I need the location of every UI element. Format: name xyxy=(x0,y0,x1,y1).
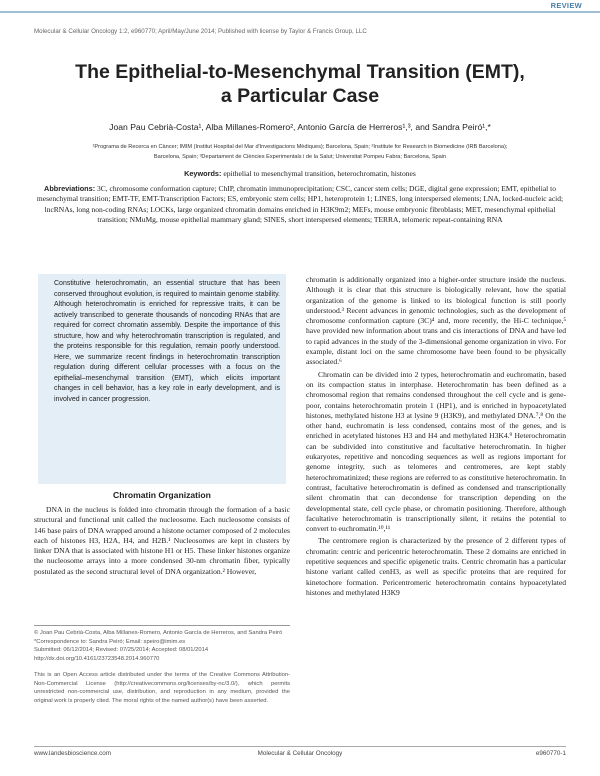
author-list: Joan Pau Cebrià-Costa¹, Alba Millanes-Romero², Antonio García de Herreros¹,³, and Sandra Peiró¹,* xyxy=(109,122,491,132)
journal-citation: Molecular & Cellular Oncology 1:2, e960770; April/May/June 2014; Published with license by Taylor & Francis Group, LLC xyxy=(34,28,367,35)
abstract-text: Constitutive heterochromatin, an essential structure that has been conserved throughout evolution, is required to maintain genome stability. Although heterochromatin is enriched for repressive traits, it can be actively transcribed to generate thousands of noncoding RNAs that are required for correct chromatin assembly. Despite the importance of this structure, how and why heterochromatin transcription is regulated, and the proteins responsible for this regulation, remain poorly understood. Here, we summarize recent findings in heterochromatin transcription regulation during different cellular processes with a focus on the epithelial–mesenchymal transition (EMT), which elicits important changes in cell behavior, has a key role in early development, and is involved in cancer progression. xyxy=(54,280,280,403)
keywords-text: epithelial to mesenchymal transition, heterochromatin, histones xyxy=(223,169,416,178)
copyright: © Joan Pau Cebrià-Costa, Alba Millanes-Romero, Antonio García de Herreros, and Sandra Peiró xyxy=(34,630,283,636)
right-column-body xyxy=(306,275,566,598)
title-line-1: The Epithelial-to-Mesenchymal Transition (EMT), xyxy=(75,61,525,83)
article-title xyxy=(0,60,600,108)
affiliation-line-1: ¹Programa de Recerca en Càncer; IMIM (Institut Hospital del Mar d'Investigacions Mèdiques); Barcelona, Spain; ²Institute for Research in Biomedicine (IRB Barcelona); xyxy=(92,144,508,150)
abbreviations xyxy=(34,184,566,226)
info-divider xyxy=(34,625,290,626)
title-line-2: a Particular Case xyxy=(220,85,380,107)
article-info xyxy=(34,629,290,663)
footer-rule xyxy=(34,746,566,747)
abbreviations-label: Abbreviations: xyxy=(44,184,96,193)
dates: Submitted: 06/12/2014; Revised: 07/25/2014; Accepted: 08/01/2014 xyxy=(34,647,209,654)
header-rule xyxy=(0,11,600,13)
review-label: REVIEW xyxy=(547,1,586,10)
footer-page-number: e960770-1 xyxy=(535,750,566,757)
keywords xyxy=(0,169,600,178)
paragraph: Chromatin can be divided into 2 types, heterochromatin and euchromatin, based on its compaction status in interphase. Heterochromatin has been defined as a chromosomal region that remains condensed throughout the cell cycle and is gene-poor, contains heterochromatin protein 1 (HP1), and is enriched in hypoacetylated histones, methylated histone H3 at lysine 9 (H3K9), and methylated DNA.⁷,⁸ On the other hand, euchromatin is less condensed, contains most of the genes, and is enriched in acetylated histones H3 and H4 and methylated H3K4.⁹ Heterochromatin can be subdivided into constitutive and facultative heterochromatin. In higher eukaryotes, repetitive and noncoding sequences as well as regions important for genome integrity, such as telomeres and centromeres, are kept stably heterochromatinized; these regions are referred to as constitutive heterochromatin. In contrast, facultative heterochromatin is defined as condensed and transcriptionally silent chromatin that can decondense for transcription depending on the developmental state, cell cycle phase, or chromatin positioning. Therefore, although facultative heterochromatin is transcriptionally silent, it retains the potential to convert to euchromatin.¹⁰,¹¹ xyxy=(306,369,566,534)
abbreviations-text: 3C, chromosome conformation capture; ChIP, chromatin immunoprecipitation; CSC, cancer stem cells; DGE, digital gene expression; EMT, epithelial to mesenchymal transition; EMT-TF, EMT-Transcription Factors; ES, embryonic stem cells; HP1, heteroprotein 1; LINES, long interspersed elements; LNA, locked-nucleic acid; lncRNAs, long non-coding RNAs; LOCKs, large organized chromatin domains enriched in H3K9m2; MEFs, mouse embryonic fibroblasts; MET, mesenchymal epithelial transition; NMuMg, mouse epithelial mammary gland; SINES, short interspersed elements; TERRA, telomeric repeat-containing RNA xyxy=(36,184,564,225)
section-heading: Chromatin Organization xyxy=(113,490,211,500)
paragraph: chromatin is additionally organized into a higher-order structure inside the nucleus. Although it is clear that this structure is biologically relevant, how the spatial organization of the genome is linked to its biological function is still poorly understood.³ Recent advances in genomic technologies, such as the development of chromosome conformation capture (3C)⁴ and, more recently, the Hi-C technique,⁵ have provided new information about trans and cis interactions of DNA and have led to rapid advances in the study of the 3-dimensional genome organization in vivo. For example, distant loci on the same chromosome have been found to be physically associated.⁶ xyxy=(306,275,566,367)
keywords-label: Keywords: xyxy=(184,169,222,178)
paragraph: The centromere region is characterized by the presence of 2 different types of chromatin: centric and pericentric heterochromatin. These 2 domains are enriched in repetitive sequences and specific epigenetic traits. Centric chromatin has a particular histone variant called cenH3, as well as specific proteins that are required for kinetochore formation. Pericentromeric heterochromatin contains hypoacetylated histones and methylated H3K9 xyxy=(306,536,566,597)
footer-website[interactable]: www.landesbioscience.com xyxy=(34,750,111,757)
paragraph: DNA in the nucleus is folded into chromatin through the formation of a basic structural and functional unit called the nucleosome. Each nucleosome consists of 146 base pairs of DNA wrapped around a histone octamer composed of 2 molecules each of histones H3, H2A, H4, and H2B.¹ Nucleosomes are kept in clusters by linker DNA that is associated with histone H1 or H5. These linker histones organize the nucleosome arrays into a more condensed 30-nm chromatin fiber, typically postulated as the second structural level of DNA organization.² However, xyxy=(34,505,290,576)
correspondence: *Correspondence to: Sandra Peiró; Email: speiro@imim.es xyxy=(34,638,186,645)
open-access-notice: This is an Open Access article distributed under the terms of the Creative Commons Attribution-Non-Commercial License (http://creativecommons.org/licenses/by-nc/3.0/), which permits unrestricted non-commercial use, distribution, and reproduction in any medium, provided the original work is properly cited. The moral rights of the named author(s) have been asserted. xyxy=(34,672,290,704)
doi-link[interactable]: http://dx.doi.org/10.4161/23723548.2014.960770 xyxy=(34,655,160,662)
affiliation-line-2: Barcelona, Spain; ³Departament de Ciències Experimentals i de la Salut; Universitat Pompeu Fabra; Barcelona, Spain xyxy=(153,154,447,160)
footer-journal: Molecular & Cellular Oncology xyxy=(257,750,343,757)
left-column-body xyxy=(34,505,290,577)
top-bar xyxy=(0,0,600,20)
affiliations xyxy=(60,142,540,162)
